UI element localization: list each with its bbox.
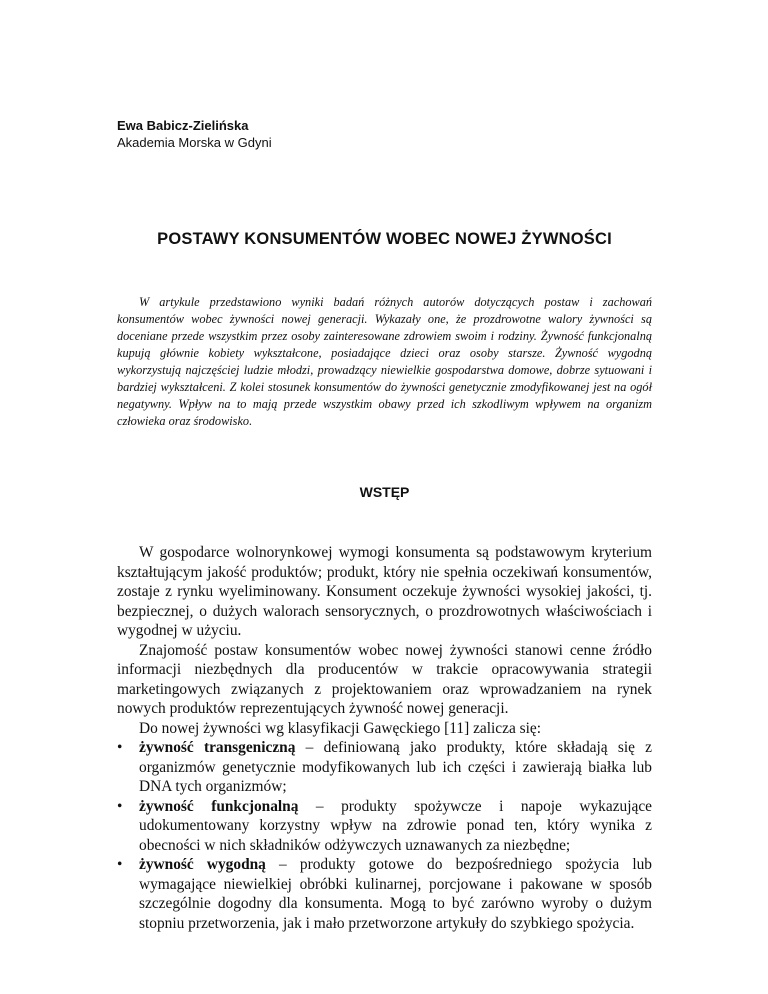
bullet-list	[117, 738, 652, 933]
list-item	[117, 797, 652, 856]
abstract: W artykule przedstawiono wyniki badań różnych autorów dotyczących postaw i zachowań konsumentów wobec żywności nowej generacji. Wykazały one, że prozdrowotne walory żywności są doceniane przede wszystkim przez osoby zainteresowane zdrowiem swoim i rodziny. Żywność funkcjonalną kupują głównie kobiety wykształcone, posiadające dzieci oraz osoby starsze. Żywność wygodną wykorzystują najczęściej ludzie młodzi, prowadzący niewielkie gospodarstwa domowe, dobrze sytuowani i bardziej wykształceni. Z kolei stosunek konsumentów do żywności genetycznie zmodyfikowanej jest na ogół negatywny. Wpływ na to mają przede wszystkim obawy przed ich szkodliwym wpływem na organizm człowieka oraz środowisko.	[117, 295, 652, 428]
bullet-icon: •	[117, 797, 123, 815]
list-item-text: – produkty gotowe do bezpośredniego spożycia lub wymagające niewielkiej obróbki kulinarnej, porcjowane i pakowane w sposób szczególnie dogodny dla konsumenta. Mogą to być zarówno wyroby o dużym stopniu przetworzenia, jak i mało przetworzone artykuły do szybkiego spożycia.	[139, 856, 652, 932]
article-title: POSTAWY KONSUMENTÓW WOBEC NOWEJ ŻYWNOŚCI	[157, 230, 612, 248]
section-body	[117, 543, 652, 933]
author-name: Ewa Babicz-Zielińska	[117, 118, 249, 133]
list-item-text: – definiowaną jako produkty, które składają się z organizmów genetycznie modyfikowanych lub ich części i zawierają białka lub DNA tych organizmów;	[139, 739, 652, 795]
paragraph: W gospodarce wolnorynkowej wymogi konsumenta są podstawowym kryterium kształtującym jakość produktów; produkt, który nie spełnia oczekiwań konsumentów, zostaje z rynku wyeliminowany. Konsument oczekuje żywności wysokiej jakości, tj. bezpiecznej, o dużych walorach sensorycznych, o prozdrowotnych właściwościach i wygodnej w użyciu.	[117, 544, 652, 639]
author-block	[117, 117, 272, 151]
bullet-icon: •	[117, 856, 123, 873]
list-item	[117, 738, 652, 797]
list-item-text: – produkty spożywcze i napoje wykazujące udokumentowany korzystny wpływ na zdrowie ponad ten, który wynika z obecności w nich składników odżywczych uznawanych za niezbędne;	[139, 797, 652, 854]
paragraph: Do nowej żywności wg klasyfikacji Gawęckiego [11] zalicza się:	[139, 719, 542, 737]
author-affiliation: Akademia Morska w Gdyni	[117, 135, 272, 150]
list-item	[117, 855, 652, 933]
section-title: WSTĘP	[359, 484, 410, 500]
paragraph: Znajomość postaw konsumentów wobec nowej żywności stanowi cenne źródło informacji niezbędnych dla producentów w trakcie opracowywania strategii marketingowych związanych z projektowaniem oraz wprowadzaniem na rynek nowych produktów reprezentujących żywność nowej generacji.	[117, 641, 652, 717]
list-item-term: żywność transgeniczną	[139, 739, 296, 756]
bullet-icon: •	[117, 739, 123, 756]
list-item-term: żywność wygodną	[139, 856, 266, 873]
list-item-term: żywność funkcjonalną	[139, 797, 299, 815]
